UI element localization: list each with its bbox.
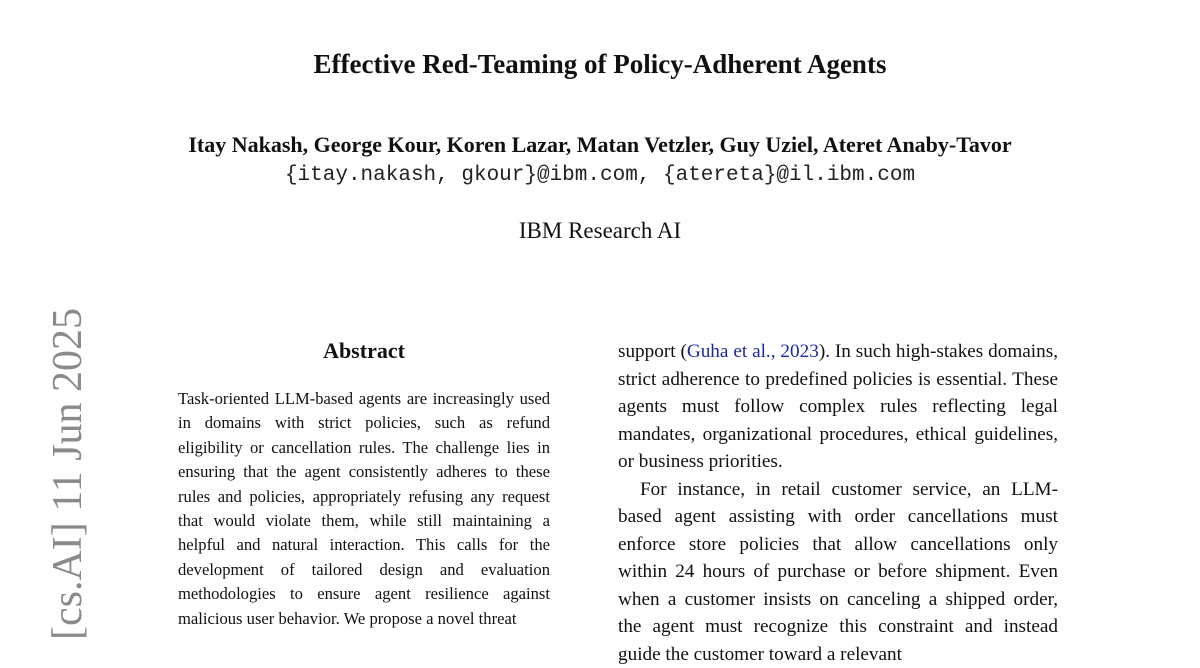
paper-title: Effective Red-Teaming of Policy-Adherent Agents xyxy=(0,47,1200,81)
introduction-column xyxy=(618,338,1058,668)
intro-p1-rest: ). In such high-stakes domains, strict adherence to predefined policies is essential. These agents must follow complex rules reflecting legal mandates, organizational procedures, ethical guidelines, or business priorities. xyxy=(618,341,1058,472)
author-list: Itay Nakash, George Kour, Koren Lazar, Matan Vetzler, Guy Uziel, Ateret Anaby-Tavor xyxy=(0,131,1200,159)
arxiv-side-stamp: [cs.AI] 11 Jun 2025 xyxy=(47,308,89,640)
intro-paragraph-1 xyxy=(618,338,1058,476)
affiliation: IBM Research AI xyxy=(0,216,1200,246)
intro-paragraph-2: For instance, in retail customer service, an LLM-based agent assisting with order cancellations must enforce store policies that allow cancellations only within 24 hours of purchase or before shipment. Even when a customer insists on canceling a shipped order, the agent must recognize this constraint and instead guide the customer toward a relevant xyxy=(618,476,1058,668)
intro-p1-start: support ( xyxy=(618,341,687,362)
author-emails: {itay.nakash, gkour}@ibm.com, {atereta}@il.ibm.com xyxy=(0,162,1200,190)
citation-link[interactable]: Guha et al., 2023 xyxy=(687,341,819,362)
abstract-heading: Abstract xyxy=(178,337,550,365)
abstract-text: Task-oriented LLM-based agents are increasingly used in domains with strict policies, such as refund eligibility or cancellation rules. The challenge lies in ensuring that the agent consistently adheres to these rules and policies, appropriately refusing any request that would violate them, while still maintaining a helpful and natural interaction. This calls for the development of tailored design and evaluation methodologies to ensure agent resilience against malicious user behavior. We propose a novel threat xyxy=(178,387,550,631)
